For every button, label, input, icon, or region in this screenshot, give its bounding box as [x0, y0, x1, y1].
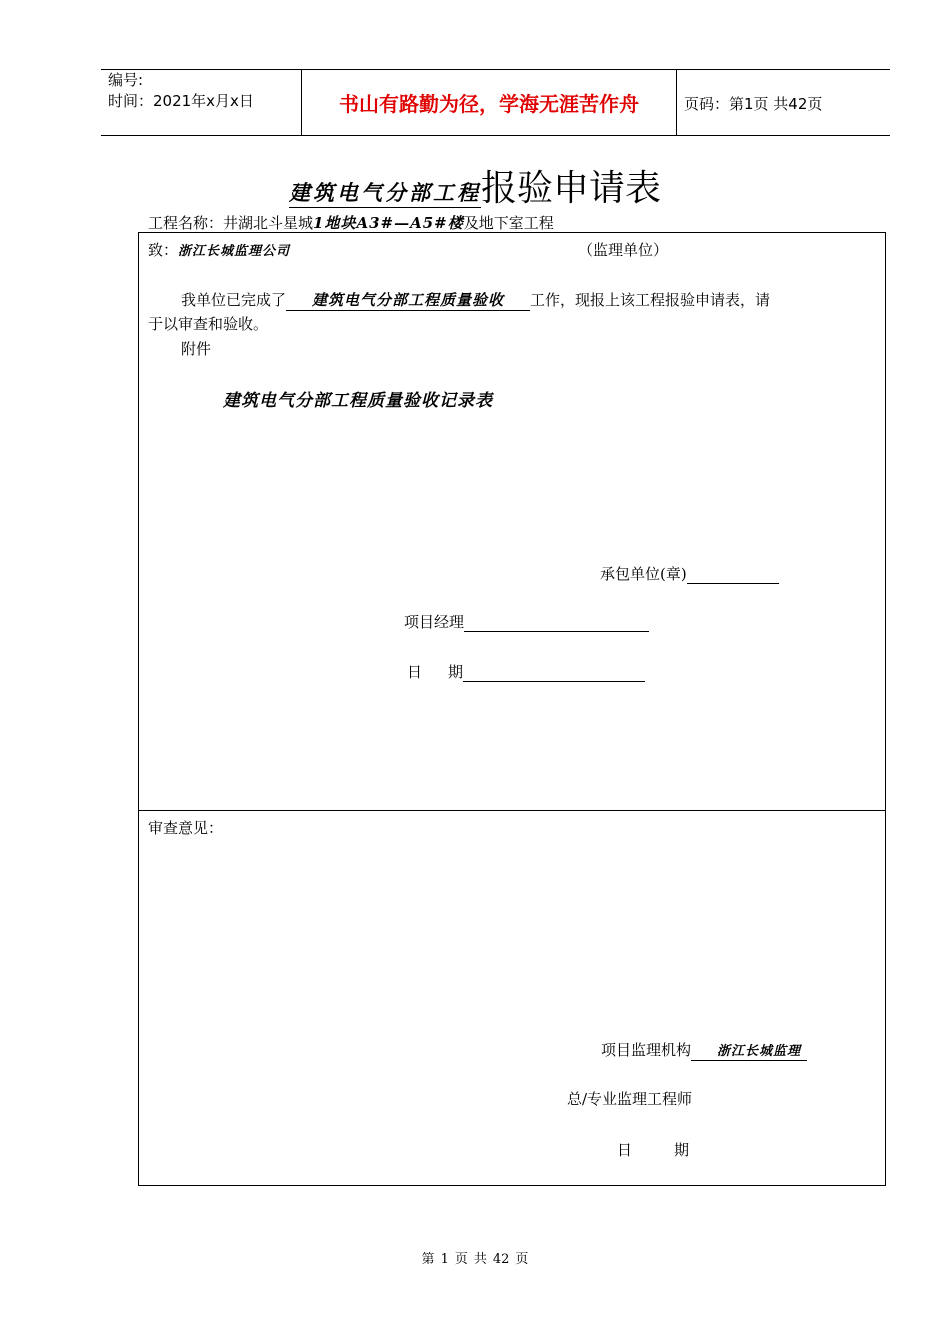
attachment-value: 建筑电气分部工程质量验收记录表 [223, 391, 493, 411]
contractor-label: 承包单位(章) [600, 565, 687, 583]
page-footer [0, 1248, 950, 1267]
recipient-line [148, 239, 290, 260]
footer-ye: 页 [454, 1252, 468, 1267]
date-line-1 [407, 661, 645, 682]
date-line-2 [617, 1139, 689, 1160]
project-name [148, 212, 554, 233]
header-meta [108, 70, 254, 112]
document-title [0, 160, 950, 211]
header-divider-right [676, 69, 677, 136]
engineer-label: 总/专业监理工程师 [567, 1090, 693, 1108]
recipient-value: 浙江长城监理公司 [178, 244, 291, 259]
date-blank-1 [463, 665, 645, 682]
supervisor-fill [691, 1041, 807, 1061]
contractor-line [600, 563, 779, 584]
form-divider [139, 810, 885, 811]
date-label-2a: 日 [617, 1141, 633, 1159]
review-label: 审查意见： [148, 819, 224, 837]
completion-prefix: 我单位已完成了 [181, 291, 287, 309]
date-label-1b: 期 [448, 663, 464, 681]
completion-suffix: 工作，现报上该工程报验申请表，请 [530, 291, 771, 309]
header-bottom-rule [101, 135, 890, 136]
contractor-signature-blank [687, 567, 779, 584]
supervisor-label: 项目监理机构 [601, 1041, 692, 1059]
footer-gong: 共 [473, 1252, 487, 1267]
supervisor-line [601, 1039, 807, 1060]
time-label: 时间：2021年x月x日 [108, 92, 254, 110]
project-label: 工程名称： [148, 214, 224, 232]
date-label-1a: 日 [407, 663, 423, 681]
completion-line [181, 289, 770, 310]
recipient-note: （监理单位） [578, 241, 669, 259]
completion-value: 建筑电气分部工程质量验收 [312, 291, 505, 309]
footer-page: 1 [440, 1252, 449, 1267]
page-info: 页码：第1页 共42页 [684, 95, 823, 113]
title-printed: 报验申请表 [480, 168, 661, 209]
application-form [138, 232, 886, 1186]
supervisor-value: 浙江长城监理 [717, 1044, 802, 1059]
attachment-label: 附件 [181, 340, 212, 358]
footer-total: 42 [492, 1252, 510, 1267]
recipient-label: 致： [148, 241, 179, 259]
manager-label: 项目经理 [404, 613, 465, 631]
title-handwritten: 建筑电气分部工程 [289, 180, 481, 208]
project-suffix: 及地下室工程 [463, 214, 554, 232]
completion-line-2: 于以审查和验收。 [148, 315, 269, 333]
completion-fill [286, 291, 530, 311]
project-prefix: 井湖北斗星城 [223, 214, 314, 232]
project-handwritten: 1地块A3#—A5#楼 [313, 214, 464, 232]
motto: 书山有路勤为径，学海无涯苦作舟 [339, 92, 639, 116]
footer-di: 第 [421, 1252, 435, 1267]
manager-signature-blank [464, 615, 649, 632]
footer-ye2: 页 [515, 1252, 529, 1267]
date-label-2b: 期 [674, 1141, 690, 1159]
manager-line [404, 611, 649, 632]
number-label: 编号: [108, 71, 144, 89]
